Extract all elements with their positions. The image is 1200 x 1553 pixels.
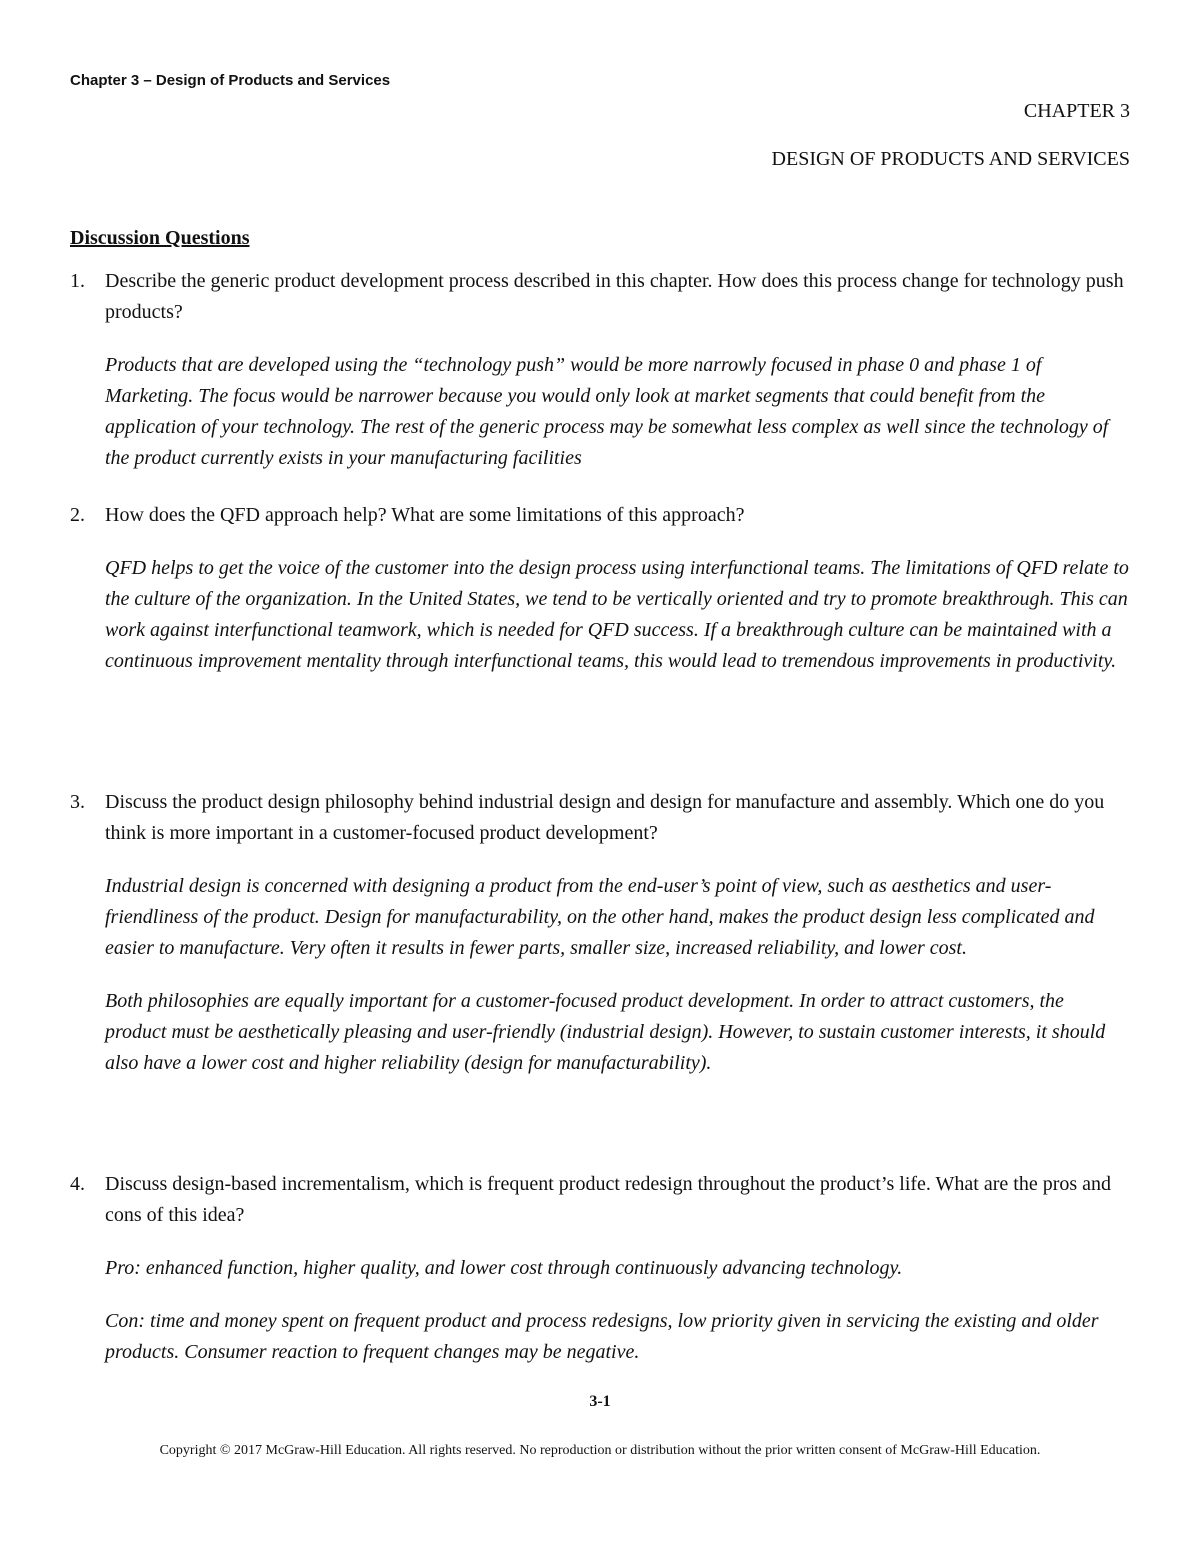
answer-4-pro: Pro: enhanced function, higher quality, and lower cost through continuously advancing technology.	[105, 1257, 903, 1279]
running-header: Chapter 3 – Design of Products and Services	[70, 72, 391, 89]
question-block-3	[70, 787, 1130, 1079]
chapter-number: CHAPTER 3	[1023, 100, 1130, 122]
question-number: 1.	[70, 270, 85, 292]
answer-3a: Industrial design is concerned with designing a product from the end-user’s point of view, such as aesthetics and user-friendliness of the product. Design for manufacturability, on the other hand, makes the product design less complicated and easier to manufacture. Very often it results in fewer parts, smaller size, increased reliability, and lower cost.	[105, 875, 1095, 959]
question-3	[70, 787, 1130, 849]
question-number: 3.	[70, 791, 85, 813]
chapter-title: DESIGN OF PRODUCTS AND SERVICES	[771, 148, 1130, 170]
answer-1: Products that are developed using the “technology push” would be more narrowly focused in phase 0 and phase 1 of Marketing. The focus would be narrower because you would only look at market segments that could benefit from the application of your technology. The rest of the generic process may be somewhat less complex as well since the technology of the product currently exists in your manufacturing facilities	[105, 354, 1109, 469]
question-block-4	[70, 1169, 1130, 1368]
question-text: Discuss design-based incrementalism, which is frequent product redesign throughout the product’s life. What are the pros and cons of this idea?	[105, 1173, 1112, 1226]
question-block-2	[70, 500, 1130, 677]
answer-2: QFD helps to get the voice of the customer into the design process using interfunctional teams. The limitations of QFD relate to the culture of the organization. In the United States, we tend to be vertically oriented and try to promote breakthrough. This can work against interfunctional teamwork, which is needed for QFD success. If a breakthrough culture can be maintained with a continuous improvement mentality through interfunctional teams, this would lead to tremendous improvements in productivity.	[105, 557, 1129, 672]
question-text: How does the QFD approach help? What are some limitations of this approach?	[105, 504, 745, 526]
question-text: Describe the generic product development process described in this chapter. How does this process change for technology push products?	[105, 270, 1124, 323]
section-heading: Discussion Questions	[70, 227, 250, 249]
copyright-notice: Copyright © 2017 McGraw-Hill Education. All rights reserved. No reproduction or distribution without the prior written consent of McGraw-Hill Education.	[159, 1443, 1041, 1458]
question-block-1	[70, 266, 1130, 474]
question-number: 4.	[70, 1173, 85, 1195]
question-text: Discuss the product design philosophy behind industrial design and design for manufacture and assembly. Which one do you think is more important in a customer-focused product development?	[105, 791, 1105, 844]
question-number: 2.	[70, 504, 85, 526]
answer-3b: Both philosophies are equally important for a customer-focused product development. In order to attract customers, the product must be aesthetically pleasing and user-friendly (industrial design). However, to sustain customer interests, it should also have a lower cost and higher reliability (design for manufacturability).	[105, 990, 1106, 1074]
question-4	[70, 1169, 1130, 1231]
question-2	[70, 500, 1130, 531]
page-number: 3-1	[589, 1393, 611, 1410]
answer-4-con: Con: time and money spent on frequent product and process redesigns, low priority given in servicing the existing and older products. Consumer reaction to frequent changes may be negative.	[105, 1310, 1099, 1363]
question-1	[70, 266, 1130, 328]
